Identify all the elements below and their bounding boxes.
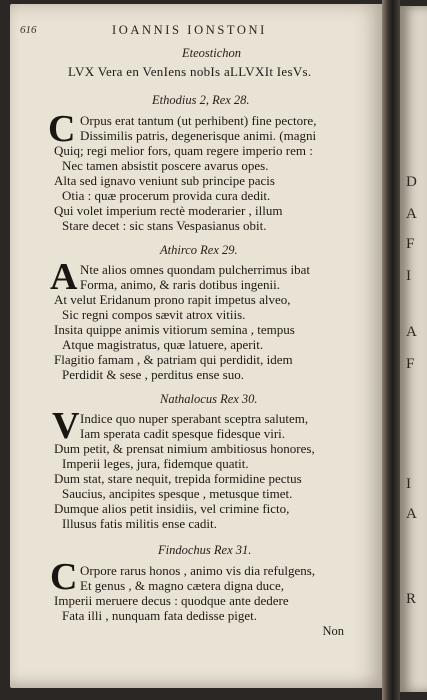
facing-letter: A xyxy=(406,324,417,340)
page-number: 616 xyxy=(20,24,37,36)
drop-cap: C xyxy=(48,108,76,150)
drop-cap: C xyxy=(50,556,78,598)
verse-line: Saucius, ancipites spesque , metusque timet. xyxy=(62,486,293,501)
verse-line: Perdidit & sese , perditus ense suo. xyxy=(62,367,244,382)
verse-line: Stare decet : sic stans Vespasianus obit. xyxy=(62,218,267,233)
verse-line: Quiq; regi melior fors, quam regere imperio rem : xyxy=(54,143,313,158)
verse-line: Flagitio famam , & patriam qui perdidit, idem xyxy=(54,352,293,367)
verse-line: Forma, animo, & raris dotibus ingenii. xyxy=(80,277,281,292)
facing-letter: A xyxy=(406,206,417,222)
verse-line: Dum petit, & prensat nimium ambitiosus honores, xyxy=(54,441,315,456)
facing-letter: I xyxy=(406,268,411,284)
section-title: Eteostichon xyxy=(182,46,242,60)
verse-line: Orpore rarus honos , animo vis dia refulgens, xyxy=(80,563,316,578)
verse-line: Dissimilis patris, degenerisque animi. (magni xyxy=(80,128,317,143)
section-title: Nathalocus Rex 30. xyxy=(160,392,258,406)
verse-line: Atque magistratus, quæ latuere, aperit. xyxy=(62,337,264,352)
verse-line: Et genus , & magno cætera digna duce, xyxy=(80,578,284,593)
verse-line: Imperii meruere decus : quodque ante dedere xyxy=(54,593,289,608)
facing-letter: F xyxy=(406,356,415,372)
verse-line: Sic regni compos sævit atrox vitiis. xyxy=(62,307,246,322)
book-gutter xyxy=(382,0,400,700)
verse-line: Iam sperata cadit spesque fidesque viri. xyxy=(80,426,286,441)
facing-letter: F xyxy=(406,236,415,252)
section-title: Findochus Rex 31. xyxy=(158,543,252,557)
running-head: IOANNIS IONSTONI xyxy=(112,23,267,37)
drop-cap: V xyxy=(52,405,80,447)
verse-line: Indice quo nuper sperabant sceptra salutem, xyxy=(80,411,309,426)
facing-page-edge xyxy=(400,6,427,692)
verse-line: Dum stat, stare nequit, trepida formidine pectus xyxy=(54,471,302,486)
verse-line: Imperii leges, jura, fidemque quatit. xyxy=(62,456,249,471)
drop-cap: A xyxy=(50,256,78,298)
verse-line: Dumque alios petit insidiis, vel crimine ficto, xyxy=(54,501,290,516)
verse-line: Nec tamen absistit poscere avarus opes. xyxy=(62,158,269,173)
page-header xyxy=(20,24,360,42)
verse-line: At velut Eridanum prono rapit impetus alveo, xyxy=(54,292,291,307)
catchword: Non xyxy=(322,624,344,638)
verse-line: Otia : quæ procerum provida cura dedit. xyxy=(62,188,271,203)
facing-letter: A xyxy=(406,506,417,522)
verse-line: Illusus fatis militis ense cadit. xyxy=(62,516,217,531)
verse-line: Nte alios omnes quondam pulcherrimus ibat xyxy=(80,262,310,277)
verse-line: Insita quippe animis vitiorum semina , tempus xyxy=(54,322,295,337)
facing-letter: I xyxy=(406,476,411,492)
verse-line: Alta sed ignavo veniunt sub principe pacis xyxy=(54,173,275,188)
chronogram-line: LVX Vera en VenIens nobIs aLLVXIt IesVs. xyxy=(68,64,312,79)
verse-line: Fata illi , nunquam fata dedisse piget. xyxy=(62,608,257,623)
verse-line: Orpus erat tantum (ut perhibent) fine pectore, xyxy=(80,113,317,128)
section-title: Ethodius 2, Rex 28. xyxy=(152,93,250,107)
facing-letter: D xyxy=(406,174,417,190)
facing-letter: R xyxy=(406,591,417,607)
verse-line: Qui volet imperium rectè moderarier , illum xyxy=(54,203,283,218)
section-title: Athirco Rex 29. xyxy=(160,243,238,257)
